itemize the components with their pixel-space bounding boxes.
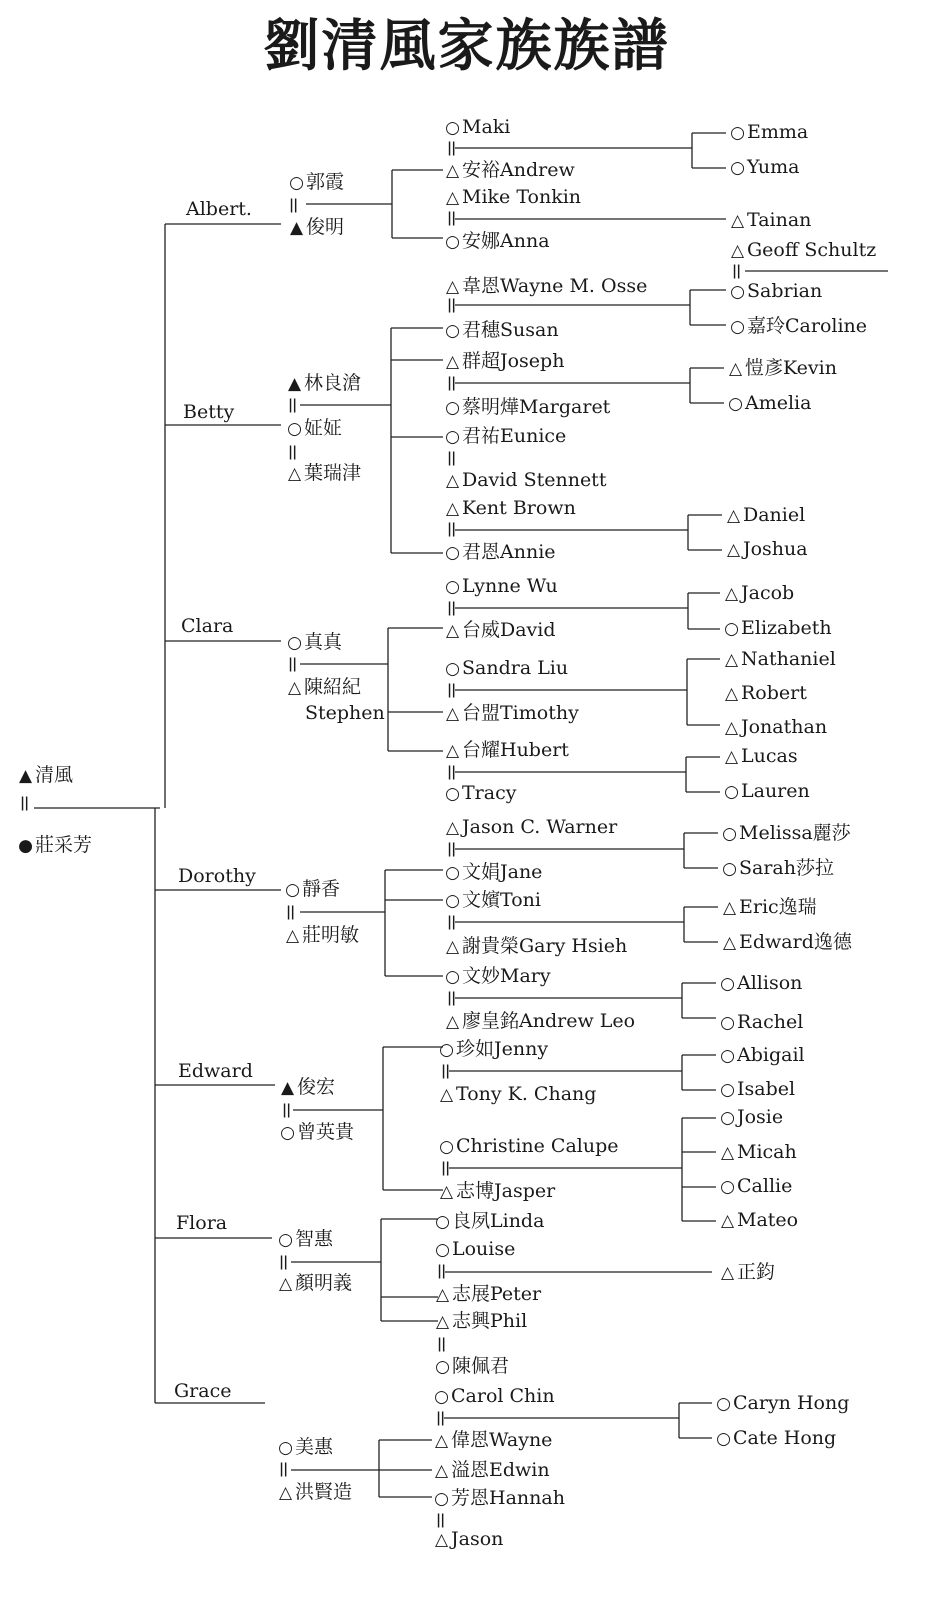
sex-symbol: △ [287, 464, 302, 484]
person-name: 美惠 [295, 1436, 334, 1458]
sex-symbol: ▲ [18, 766, 33, 786]
sex-symbol: △ [445, 741, 460, 761]
person [728, 317, 867, 336]
person-name: 台耀Hubert [462, 739, 569, 761]
person-name: Louise [452, 1238, 516, 1260]
person [432, 1461, 550, 1480]
sex-symbol: ○ [434, 1387, 449, 1407]
person [443, 1012, 635, 1031]
sex-symbol: △ [445, 188, 460, 208]
person-name: 偉恩Wayne [451, 1429, 553, 1451]
person-name: Rachel [737, 1011, 804, 1033]
marriage-symbol: || [732, 263, 741, 279]
sex-symbol: ○ [445, 398, 460, 418]
sex-symbol: ○ [434, 1489, 449, 1509]
person [433, 1240, 515, 1259]
sex-symbol: ○ [720, 1046, 735, 1066]
sex-symbol: △ [720, 1263, 735, 1283]
person [728, 123, 808, 142]
marriage-symbol: || [447, 841, 456, 857]
person-name: 謝貴榮Gary Hsieh [462, 935, 628, 957]
marriage-symbol: || [20, 795, 29, 811]
sex-symbol: ○ [716, 1394, 731, 1414]
person [722, 650, 836, 669]
person [443, 659, 568, 678]
person [728, 211, 811, 230]
person [718, 974, 802, 993]
sex-symbol: △ [278, 1274, 293, 1294]
page-title: 劉清風家族族譜 [263, 13, 670, 79]
person-name: Emma [747, 121, 809, 143]
person [720, 898, 817, 917]
person [726, 359, 837, 378]
person-name: 陳佩君 [452, 1355, 510, 1377]
marriage-symbol: || [441, 1160, 450, 1176]
sex-symbol: △ [435, 1285, 450, 1305]
branch-label-dorothy: Dorothy [178, 865, 256, 887]
person [443, 321, 559, 340]
branch-label-clara: Clara [181, 615, 234, 637]
sex-symbol: ○ [439, 1137, 454, 1157]
person-name: 陳紹紀 [304, 676, 362, 698]
marriage-symbol: || [447, 450, 456, 466]
person-name: 洪賢造 [295, 1481, 353, 1503]
spouse [276, 1438, 333, 1457]
sex-symbol: △ [434, 1431, 449, 1451]
branch-label-grace: Grace [174, 1380, 232, 1402]
person-name: Mateo [737, 1209, 799, 1231]
person [443, 427, 566, 446]
sex-symbol: △ [730, 211, 745, 231]
person [443, 277, 647, 296]
sex-symbol: ○ [730, 158, 745, 178]
person [443, 499, 576, 518]
sex-symbol: ○ [445, 659, 460, 679]
person-name: 葉瑞津 [304, 462, 362, 484]
sex-symbol: ○ [720, 1013, 735, 1033]
person-name: 君穗Susan [462, 319, 559, 341]
person-name: Lynne Wu [462, 575, 558, 597]
person [714, 1429, 836, 1448]
person-name: Tracy [462, 782, 517, 804]
person-name: 蔡明燁Margaret [462, 396, 611, 418]
sex-symbol: ○ [724, 619, 739, 639]
person-name: Joshua [743, 538, 808, 560]
person [718, 1177, 792, 1196]
person [714, 1394, 849, 1413]
person-name: 莊采芳 [35, 834, 93, 856]
person-name: 莊明敏 [302, 924, 360, 946]
sex-symbol: ○ [445, 863, 460, 883]
person-name: 韋恩Wayne M. Osse [462, 275, 648, 297]
sex-symbol: △ [445, 818, 460, 838]
person-name: Carol Chin [451, 1385, 555, 1407]
sex-symbol: △ [445, 352, 460, 372]
person [720, 859, 834, 878]
sex-symbol: ○ [445, 967, 460, 987]
branch-label-flora: Flora [176, 1212, 228, 1234]
person [432, 1431, 552, 1450]
person [728, 158, 799, 177]
sex-symbol: ○ [720, 1080, 735, 1100]
marriage-symbol: || [447, 914, 456, 930]
marriage-symbol: || [279, 1461, 288, 1477]
sex-symbol: △ [434, 1461, 449, 1481]
spouse [278, 1123, 354, 1142]
sex-symbol: △ [445, 704, 460, 724]
person-name: 文嬪Toni [462, 889, 541, 911]
sex-symbol: ○ [278, 1230, 293, 1250]
sex-symbol: △ [724, 747, 739, 767]
marriage-symbol: || [447, 140, 456, 156]
sex-symbol: △ [724, 684, 739, 704]
spouse-name-line2: Stephen [305, 702, 385, 724]
person [724, 506, 805, 525]
sex-symbol: △ [720, 1143, 735, 1163]
person-name: Kent Brown [462, 497, 576, 519]
marriage-symbol: || [437, 1263, 446, 1279]
person-name: Nathaniel [741, 648, 836, 670]
spouse [287, 173, 344, 192]
person-name: Sabrian [747, 280, 823, 302]
person-name: Isabel [737, 1078, 796, 1100]
person-name: 曾英貴 [297, 1121, 355, 1143]
person [432, 1387, 555, 1406]
person-name: 真真 [304, 631, 343, 653]
spouse [283, 926, 359, 945]
person [432, 1489, 565, 1508]
person-name: 珍如Jenny [456, 1038, 549, 1060]
person [433, 1212, 544, 1231]
marriage-symbol: || [447, 210, 456, 226]
person-name: 顏明義 [295, 1272, 353, 1294]
sex-symbol: ○ [720, 1108, 735, 1128]
marriage-symbol: || [286, 904, 295, 920]
person-name: Eric逸瑞 [739, 896, 817, 918]
person-name: 正鈞 [737, 1261, 776, 1283]
marriage-symbol: || [447, 375, 456, 391]
sex-symbol: △ [726, 540, 741, 560]
person [433, 1285, 541, 1304]
marriage-symbol: || [288, 444, 297, 460]
person-name: David Stennett [462, 469, 607, 491]
marriage-symbol: || [447, 990, 456, 1006]
sex-symbol: ○ [445, 427, 460, 447]
spouse [283, 880, 340, 899]
person-name: 嘉玲Caroline [747, 315, 868, 337]
person-name: Tony K. Chang [456, 1083, 597, 1105]
sex-symbol: △ [445, 161, 460, 181]
person [432, 1530, 503, 1549]
person [718, 1263, 775, 1282]
sex-symbol: △ [287, 678, 302, 698]
person [443, 818, 617, 837]
person-name: 俊明 [306, 216, 345, 238]
person-name: Jonathan [741, 716, 828, 738]
marriage-symbol: || [447, 600, 456, 616]
sex-symbol: △ [724, 584, 739, 604]
sex-symbol: ○ [728, 394, 743, 414]
person [443, 967, 551, 986]
sex-symbol: △ [724, 650, 739, 670]
sex-symbol: △ [445, 471, 460, 491]
person-name: 清風 [35, 764, 74, 786]
sex-symbol: △ [724, 718, 739, 738]
sex-symbol: △ [722, 933, 737, 953]
person-name: 安裕Andrew [462, 159, 575, 181]
person-name: 台威David [462, 619, 556, 641]
person-name: Callie [737, 1175, 793, 1197]
root-husband [16, 766, 73, 785]
person [720, 824, 851, 843]
person [722, 684, 807, 703]
sex-symbol: ○ [445, 321, 460, 341]
person-name: 群超Joseph [462, 350, 565, 372]
sex-symbol: △ [722, 898, 737, 918]
person-name: Mike Tonkin [462, 186, 582, 208]
person-name: 俊宏 [297, 1076, 336, 1098]
person [724, 540, 808, 559]
marriage-symbol: || [447, 682, 456, 698]
sex-symbol: ○ [720, 1177, 735, 1197]
person-name: Daniel [743, 504, 806, 526]
marriage-symbol: || [436, 1512, 445, 1528]
person [443, 621, 556, 640]
person-name: 姃姃 [304, 417, 343, 439]
person-name: 君恩Annie [462, 541, 556, 563]
person [718, 1211, 798, 1230]
sex-symbol: △ [435, 1312, 450, 1332]
spouse [285, 633, 342, 652]
person-name: 智惠 [295, 1228, 334, 1250]
sex-symbol: △ [445, 1012, 460, 1032]
person [437, 1040, 548, 1059]
person-name: Yuma [747, 156, 800, 178]
person-name: 志展Peter [452, 1283, 542, 1305]
sex-symbol: △ [730, 241, 745, 261]
sex-symbol: △ [726, 506, 741, 526]
person [443, 784, 516, 803]
person-name: Maki [462, 116, 511, 138]
person-name: Sarah莎拉 [739, 857, 834, 879]
person [722, 619, 832, 638]
sex-symbol: ○ [287, 633, 302, 653]
person [722, 718, 827, 737]
marriage-symbol: || [447, 297, 456, 313]
sex-symbol: ○ [439, 1040, 454, 1060]
person-name: Elizabeth [741, 617, 832, 639]
person [443, 577, 558, 596]
sex-symbol: ▲ [280, 1078, 295, 1098]
person [443, 741, 569, 760]
person [437, 1085, 596, 1104]
sex-symbol: ○ [722, 824, 737, 844]
spouse [276, 1274, 352, 1293]
person [443, 398, 610, 417]
person-name: 愷彥Kevin [745, 357, 837, 379]
person-name: 林良滄 [304, 372, 362, 394]
person [443, 161, 575, 180]
person-name: Caryn Hong [733, 1392, 850, 1414]
person-name: Jason [451, 1528, 504, 1550]
person [718, 1013, 803, 1032]
marriage-symbol: || [447, 521, 456, 537]
sex-symbol: ○ [445, 118, 460, 138]
person-name: Jason C. Warner [462, 816, 618, 838]
sex-symbol: ○ [445, 784, 460, 804]
person-name: 台盟Timothy [462, 702, 579, 724]
person-name: Allison [737, 972, 803, 994]
person [443, 232, 550, 251]
sex-symbol: ○ [285, 880, 300, 900]
sex-symbol: ▲ [289, 218, 304, 238]
person [443, 891, 541, 910]
sex-symbol: ○ [445, 543, 460, 563]
person-name: 安娜Anna [462, 230, 550, 252]
person [718, 1046, 805, 1065]
person-name: 溢恩Edwin [451, 1459, 550, 1481]
sex-symbol: △ [439, 1085, 454, 1105]
person [437, 1182, 555, 1201]
person [443, 863, 542, 882]
person [718, 1143, 797, 1162]
person-name: Micah [737, 1141, 797, 1163]
spouse [276, 1230, 333, 1249]
spouse [285, 678, 361, 697]
sex-symbol: ▲ [287, 374, 302, 394]
person [443, 543, 556, 562]
spouse [285, 419, 342, 438]
marriage-symbol: || [282, 1102, 291, 1118]
sex-symbol: ○ [287, 419, 302, 439]
person [718, 1108, 783, 1127]
spouse [287, 218, 344, 237]
sex-symbol: ○ [435, 1240, 450, 1260]
person-name: 良夙Linda [452, 1210, 545, 1232]
sex-symbol: ○ [445, 232, 460, 252]
person [728, 282, 822, 301]
spouse [276, 1483, 352, 1502]
person-name: 文妙Mary [462, 965, 551, 987]
sex-symbol: △ [439, 1182, 454, 1202]
person-name: Tainan [747, 209, 812, 231]
sex-symbol: ○ [720, 974, 735, 994]
person [722, 747, 798, 766]
person [443, 471, 606, 490]
sex-symbol: ○ [730, 317, 745, 337]
sex-symbol: ○ [445, 577, 460, 597]
person [433, 1357, 509, 1376]
person-name: Christine Calupe [456, 1135, 619, 1157]
spouse [285, 374, 361, 393]
person-name: 芳恩Hannah [451, 1487, 565, 1509]
person-name: 郭霞 [306, 171, 345, 193]
person-name: 文娟Jane [462, 861, 543, 883]
person [443, 937, 627, 956]
person-name: Robert [741, 682, 807, 704]
person-name: 志興Phil [452, 1310, 528, 1332]
person-name: Geoff Schultz [747, 239, 877, 261]
person-name: Jacob [741, 582, 795, 604]
person-name: Amelia [745, 392, 812, 414]
person [720, 933, 852, 952]
sex-symbol: △ [278, 1483, 293, 1503]
sex-symbol: ● [18, 836, 33, 856]
branch-label-betty: Betty [183, 401, 235, 423]
spouse [285, 464, 361, 483]
branch-label-edward: Edward [178, 1060, 253, 1082]
person [433, 1312, 527, 1331]
sex-symbol: △ [285, 926, 300, 946]
branch-label-albert: Albert. [186, 198, 252, 220]
sex-symbol: ○ [724, 782, 739, 802]
person-name: Edward逸德 [739, 931, 852, 953]
sex-symbol: ○ [280, 1123, 295, 1143]
person [443, 352, 564, 371]
sex-symbol: △ [434, 1530, 449, 1550]
marriage-symbol: || [437, 1336, 446, 1352]
person [443, 118, 510, 137]
sex-symbol: ○ [289, 173, 304, 193]
person [437, 1137, 619, 1156]
person-name: Melissa麗莎 [739, 822, 851, 844]
person-name: Cate Hong [733, 1427, 837, 1449]
person [718, 1080, 795, 1099]
marriage-symbol: || [441, 1063, 450, 1079]
person-name: Abigail [737, 1044, 805, 1066]
grandspouse [728, 241, 876, 260]
sex-symbol: ○ [445, 891, 460, 911]
person-name: Josie [737, 1106, 784, 1128]
person-name: 君祐Eunice [462, 425, 567, 447]
sex-symbol: ○ [730, 282, 745, 302]
person-name: 廖皇銘Andrew Leo [462, 1010, 636, 1032]
sex-symbol: △ [728, 359, 743, 379]
sex-symbol: △ [445, 937, 460, 957]
sex-symbol: △ [445, 621, 460, 641]
marriage-symbol: || [279, 1254, 288, 1270]
spouse [278, 1078, 335, 1097]
root-wife [16, 836, 92, 855]
sex-symbol: △ [445, 277, 460, 297]
sex-symbol: ○ [722, 859, 737, 879]
person-name: Lauren [741, 780, 810, 802]
person [726, 394, 811, 413]
sex-symbol: ○ [278, 1438, 293, 1458]
sex-symbol: ○ [435, 1357, 450, 1377]
sex-symbol: △ [720, 1211, 735, 1231]
marriage-symbol: || [447, 764, 456, 780]
sex-symbol: ○ [730, 123, 745, 143]
person [722, 782, 810, 801]
sex-symbol: ○ [716, 1429, 731, 1449]
sex-symbol: △ [445, 499, 460, 519]
person-name: Sandra Liu [462, 657, 569, 679]
marriage-symbol: || [288, 656, 297, 672]
person-name: 靜香 [302, 878, 341, 900]
sex-symbol: ○ [435, 1212, 450, 1232]
person [443, 704, 579, 723]
marriage-symbol: || [288, 397, 297, 413]
person [722, 584, 794, 603]
marriage-symbol: || [436, 1410, 445, 1426]
person-name: Lucas [741, 745, 798, 767]
marriage-symbol: || [289, 197, 298, 213]
person-name: 志博Jasper [456, 1180, 556, 1202]
person [443, 188, 581, 207]
